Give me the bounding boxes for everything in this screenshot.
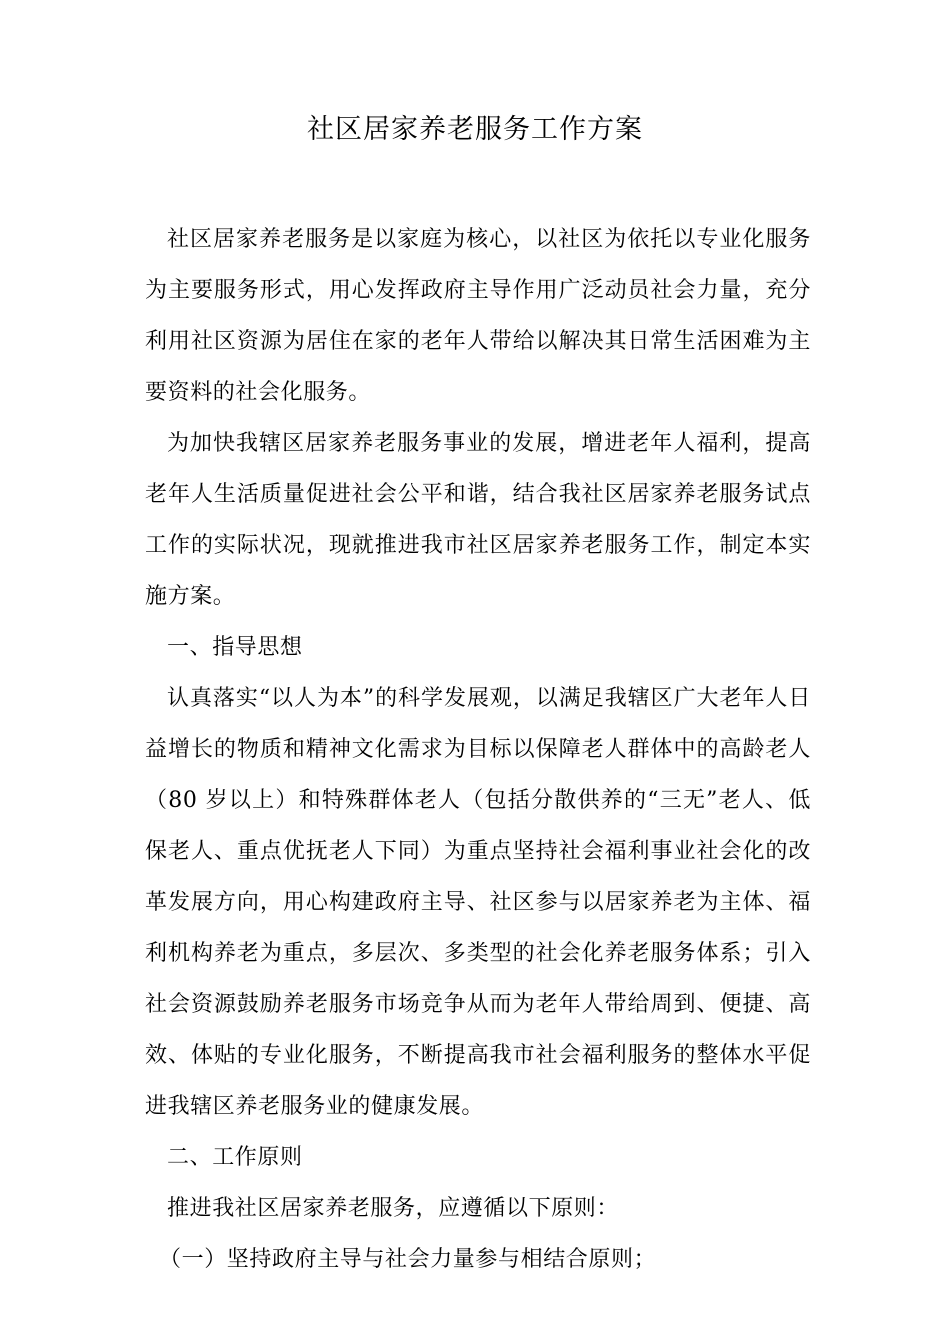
section-heading-work-principles: 二、工作原则 xyxy=(167,1145,303,1170)
work-principles-intro: 推进我社区居家养老服务，应遵循以下原则： xyxy=(167,1196,620,1221)
intro-paragraph-2: 为加快我辖区居家养老服务事业的发展，增进老年人福利，提高老年人生活质量促进社会公平和谐，结合我社区居家养老服务试点工作的实际状况，现就推进我市社区居家养老服务工作，制定本实施方案。 xyxy=(145,431,811,609)
guiding-ideology-paragraph: 认真落实“以人为本”的科学发展观，以满足我辖区广大老年人日益增长的物质和精神文化需求为目标以保障老人群体中的高龄老人（80 岁以上）和特殊群体老人（包括分散供养的“三无”老人、低保老人、重点优抚老人下同）为重点坚持社会福利事业社会化的改革发展方向，用心构建政府主导、社区参与以居家养老为主体、福利机构养老为重点，多层次、多类型的社会化养老服务体系；引入社会资源鼓励养老服务市场竞争从而为老年人带给周到、便捷、高效、体贴的专业化服务，不断提高我市社会福利服务的整体水平促进我辖区养老服务业的健康发展。 xyxy=(145,686,811,1119)
section-heading-guiding-ideology: 一、指导思想 xyxy=(167,635,303,660)
document-title: 社区居家养老服务工作方案 xyxy=(307,114,643,145)
principle-item-1: （一）坚持政府主导与社会力量参与相结合原则； xyxy=(159,1247,657,1272)
intro-paragraph-1: 社区居家养老服务是以家庭为核心，以社区为依托以专业化服务为主要服务形式，用心发挥政府主导作用广泛动员社会力量，充分利用社区资源为居住在家的老年人带给以解决其日常生活困难为主要资料的社会化服务。 xyxy=(145,227,811,405)
document-body xyxy=(145,214,811,1285)
